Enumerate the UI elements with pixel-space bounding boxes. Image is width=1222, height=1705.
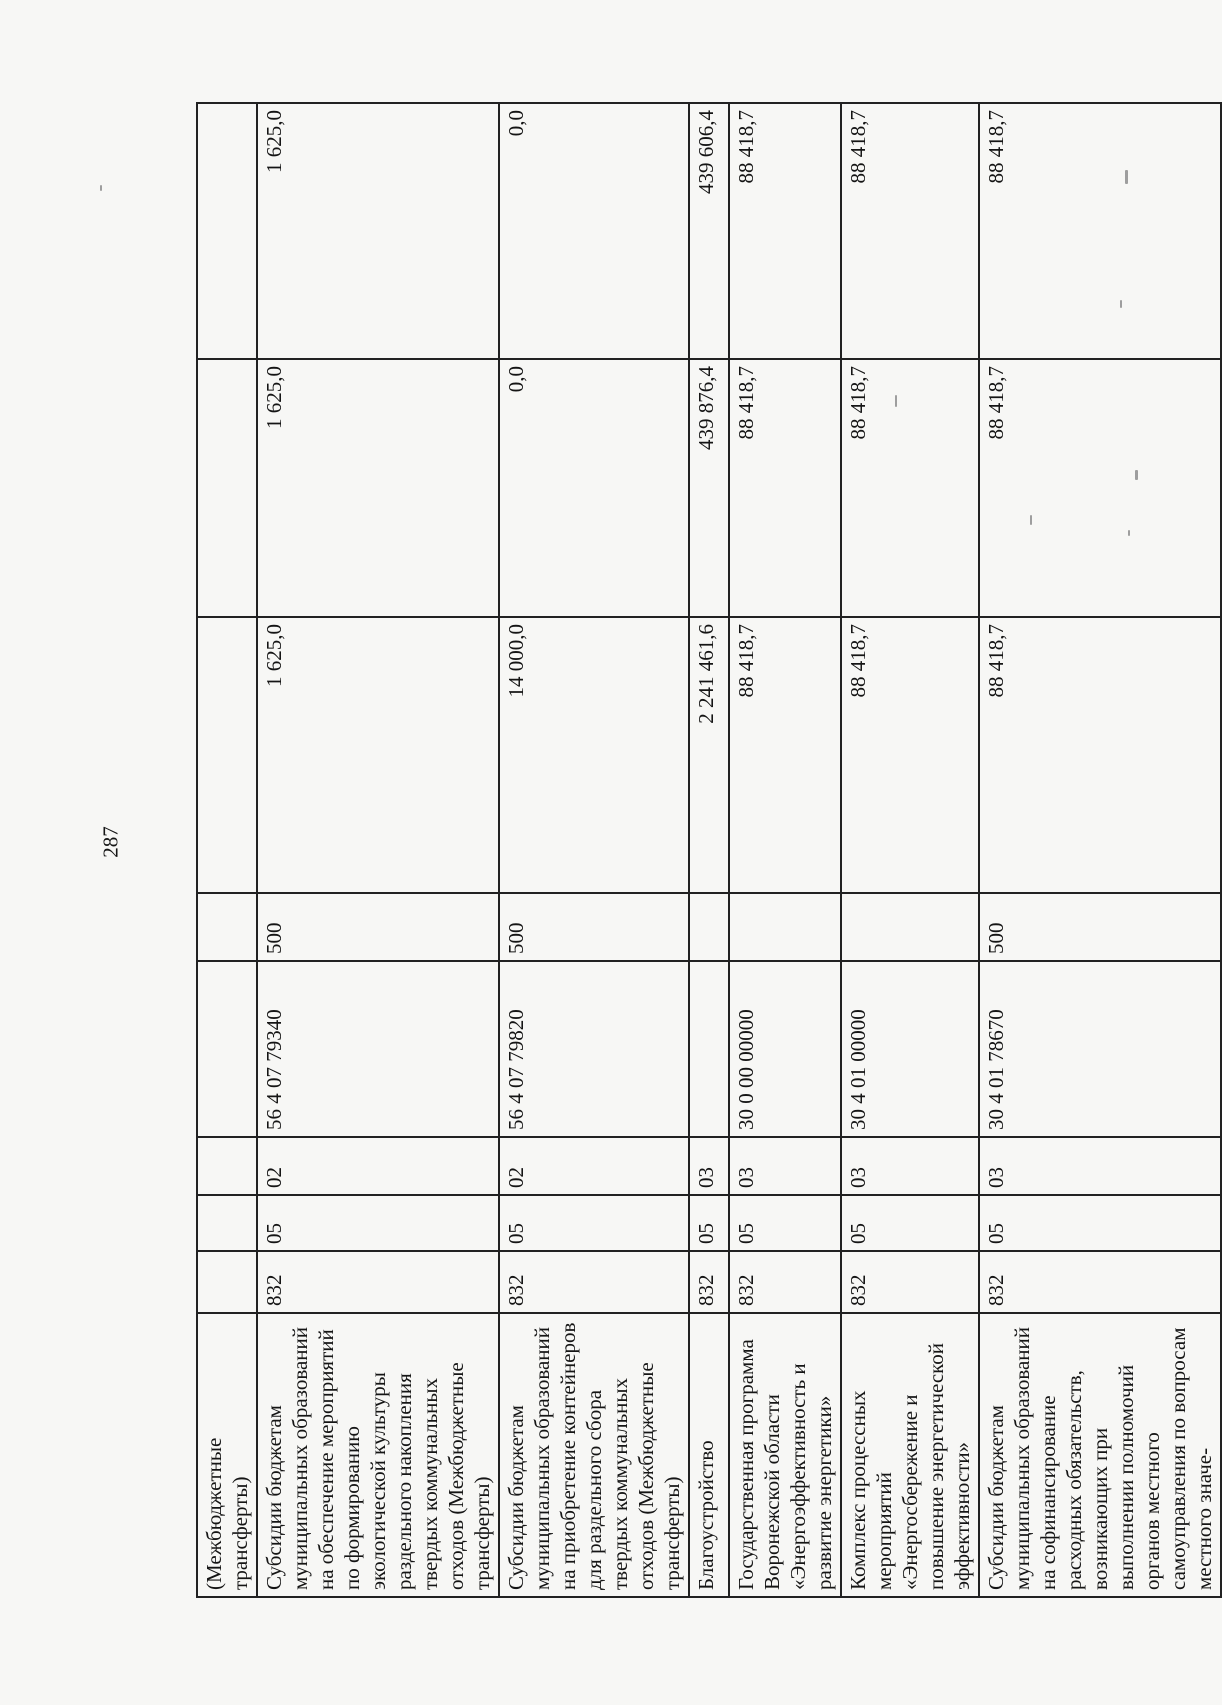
budget-table [196,102,1222,1598]
cell-rz: 05 [979,1195,1221,1251]
cell-csr: 56 4 07 79340 [257,961,499,1137]
cell-pr: 03 [841,1137,979,1195]
cell-sum-3: 0,0 [499,103,689,359]
cell-name: Комплекс процессных мероприятий «Энергосбережение и повышение энергетической эффективности» [841,1313,979,1597]
cell-name: Благоустройство [689,1313,729,1597]
scan-speck [1030,515,1032,525]
table-row [979,103,1221,1597]
table-row [257,103,499,1597]
budget-table-frame [196,104,1216,1598]
cell-name: Субсидии бюджетам муниципальных образований на софинансирование расходных обязательств, возникающих при выполнении полномочий органов местного самоуправления по вопросам местного значе- [979,1313,1221,1597]
cell-ved: 832 [257,1251,499,1313]
cell-ved: 832 [499,1251,689,1313]
scan-speck [1128,530,1130,536]
cell-sum-3: 88 418,7 [729,103,841,359]
cell-csr: 30 0 00 00000 [729,961,841,1137]
cell-ved [197,1251,257,1313]
cell-sum-3: 439 606,4 [689,103,729,359]
cell-vr: 500 [979,893,1221,961]
scan-speck [1120,300,1122,308]
cell-ved: 832 [979,1251,1221,1313]
cell-vr [689,893,729,961]
cell-sum-2: 439 876,4 [689,359,729,617]
scan-speck [895,395,897,407]
cell-sum-2: 0,0 [499,359,689,617]
cell-rz: 05 [257,1195,499,1251]
cell-sum-1: 88 418,7 [841,617,979,893]
cell-name: Субсидии бюджетам муниципальных образований на обеспечение мероприятий по формированию экологической культуры раздельного накопления твердых коммунальных отходов (Межбюджетные трансферты) [257,1313,499,1597]
cell-vr [729,893,841,961]
cell-pr: 03 [729,1137,841,1195]
cell-sum-1: 14 000,0 [499,617,689,893]
cell-rz: 05 [499,1195,689,1251]
cell-name: (Межбюджетные трансферты) [197,1313,257,1597]
cell-sum-1: 1 625,0 [257,617,499,893]
cell-ved: 832 [729,1251,841,1313]
cell-sum-3: 88 418,7 [979,103,1221,359]
table-row [841,103,979,1597]
cell-pr: 03 [689,1137,729,1195]
scan-speck [100,185,102,191]
cell-csr [197,961,257,1137]
cell-ved: 832 [689,1251,729,1313]
cell-sum-2: 88 418,7 [979,359,1221,617]
cell-name: Субсидии бюджетам муниципальных образований на приобретение контейнеров для раздельного сбора твердых коммунальных отходов (Межбюджетные трансферты) [499,1313,689,1597]
cell-sum-1: 88 418,7 [979,617,1221,893]
cell-rz: 05 [841,1195,979,1251]
cell-pr: 02 [257,1137,499,1195]
cell-rz: 05 [689,1195,729,1251]
cell-sum-3: 1 625,0 [257,103,499,359]
cell-rz [197,1195,257,1251]
cell-pr: 02 [499,1137,689,1195]
table-row [689,103,729,1597]
cell-sum-2: 1 625,0 [257,359,499,617]
cell-sum-2: 88 418,7 [729,359,841,617]
cell-vr [841,893,979,961]
cell-sum-2 [197,359,257,617]
cell-pr: 03 [979,1137,1221,1195]
cell-pr [197,1137,257,1195]
cell-sum-3: 88 418,7 [841,103,979,359]
cell-name: Государственная программа Воронежской области «Энергоэффективность и развитие энергетики» [729,1313,841,1597]
table-row [729,103,841,1597]
cell-sum-3 [197,103,257,359]
table-row [197,103,257,1597]
cell-sum-2: 88 418,7 [841,359,979,617]
cell-ved: 832 [841,1251,979,1313]
cell-csr [689,961,729,1137]
cell-csr: 30 4 01 78670 [979,961,1221,1137]
cell-csr: 56 4 07 79820 [499,961,689,1137]
cell-sum-1: 2 241 461,6 [689,617,729,893]
cell-vr: 500 [257,893,499,961]
scan-speck [1125,170,1128,184]
table-row [499,103,689,1597]
cell-csr: 30 4 01 00000 [841,961,979,1137]
cell-vr: 500 [499,893,689,961]
page-number: 287 [98,826,123,858]
cell-sum-1 [197,617,257,893]
cell-sum-1: 88 418,7 [729,617,841,893]
scan-speck [1135,470,1138,480]
rotated-table-container [196,104,1216,1598]
cell-vr [197,893,257,961]
cell-rz: 05 [729,1195,841,1251]
